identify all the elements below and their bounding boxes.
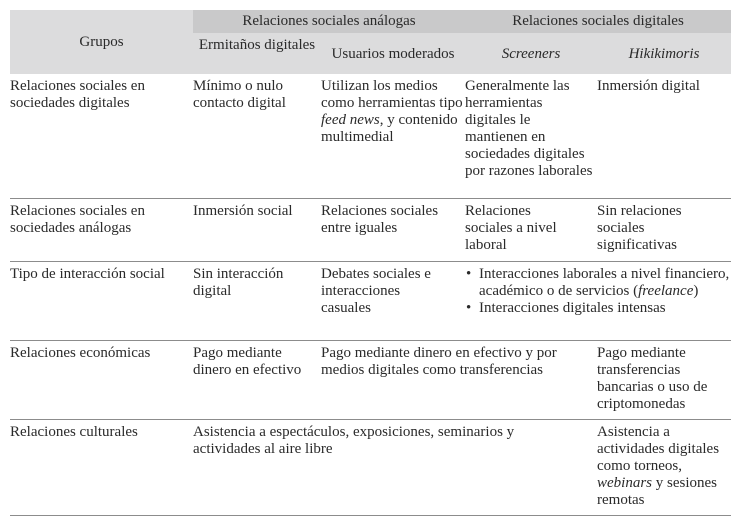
cell-ermitanos: Mínimo o nulo contacto digital [193, 78, 286, 111]
cell-text: , y contenido multimedial [321, 112, 458, 145]
cell-text-italic: feed news [321, 112, 380, 128]
cell-hikikimoris: Inmersión digital [597, 78, 700, 94]
cell-usuarios: Relaciones sociales entre iguales [321, 203, 439, 236]
table-header [10, 10, 731, 74]
cell-text: ) [693, 283, 699, 299]
table-row [10, 199, 731, 262]
row-label: Tipo de interacción social [10, 266, 165, 282]
cell-text: Asistencia a actividades digitales como torneos, [597, 424, 720, 474]
cell-ermitanos: Inmersión social [193, 203, 293, 219]
table-row [10, 341, 731, 420]
bullet-item: • Interacciones digitales intensas [479, 300, 731, 317]
cell-usuarios: Debates sociales e interacciones casuales [321, 266, 431, 316]
header-groups: Grupos [79, 34, 124, 50]
cell-usuarios [321, 78, 465, 146]
row-label: Relaciones sociales en sociedades digitales [10, 78, 145, 111]
header-col-usuarios: Usuarios moderados [331, 46, 455, 62]
table-row [10, 74, 731, 199]
table-row [10, 420, 731, 516]
cell-screeners-hikikimoris [465, 266, 731, 317]
cell-hikikimoris [597, 424, 731, 509]
header-span-digital: Relaciones sociales digitales [512, 13, 684, 29]
cell-text-italic: freelance [638, 283, 694, 299]
cell-ermitanos: Pago mediante dinero en efectivo [193, 345, 302, 378]
comparison-table [10, 10, 731, 516]
cell-ermitanos: Sin interacción digital [193, 266, 284, 299]
row-label: Relaciones sociales en sociedades análogas [10, 203, 145, 236]
header-col-ermitanos: Ermitaños digitales [198, 37, 316, 53]
row-label: Relaciones culturales [10, 424, 138, 440]
cell-usuarios-screeners: Pago mediante dinero en efectivo y por medios digitales como transferencias [321, 345, 557, 378]
cell-ermitanos-usuarios-screeners: Asistencia a espectáculos, exposiciones, seminarios y actividades al aire libre [193, 424, 515, 457]
cell-hikikimoris: Pago mediante transferencias bancarias o uso de criptomonedas [597, 345, 708, 412]
cell-text-italic: webinars [597, 475, 653, 491]
cell-hikikimoris: Sin relaciones sociales significativas [597, 203, 682, 253]
cell-text: Interacciones laborales a nivel financiero, académico o de servicios ( [479, 266, 730, 299]
header-span-analog: Relaciones sociales análogas [242, 13, 416, 29]
bullet-item [479, 266, 731, 300]
cell-text: y sesiones remotas [597, 475, 718, 508]
header-col-screeners: Screeners [501, 46, 561, 62]
bullet-list [465, 266, 731, 317]
table-row [10, 262, 731, 341]
header-col-hikikimoris: Hikikimoris [628, 46, 700, 62]
cell-screeners: Relaciones sociales a nivel laboral [465, 203, 557, 253]
cell-screeners: Generalmente las herramientas digitales le mantienen en sociedades digitales por razones laborales [465, 78, 593, 179]
cell-text: Utilizan los medios como herramientas tipo [321, 78, 463, 111]
row-label: Relaciones económicas [10, 345, 151, 361]
